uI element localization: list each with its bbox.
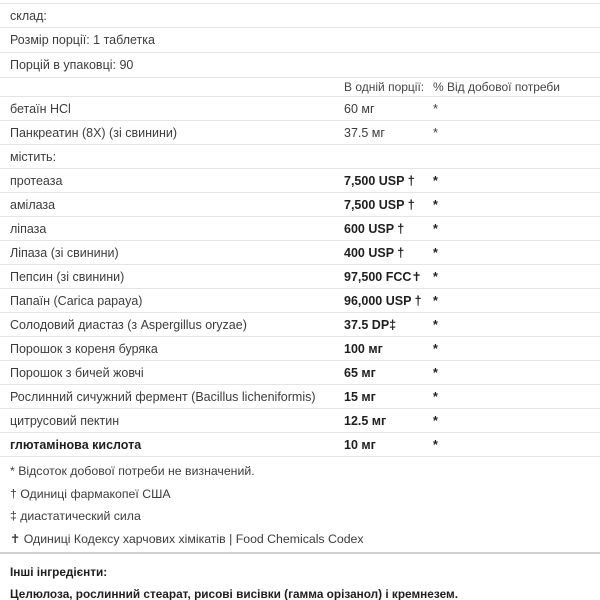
ingredient-daily-value: * [433,437,438,452]
ingredient-daily-value: * [433,269,438,284]
ingredient-label: містить: [10,149,57,164]
footnote-line: † Одиниці фармакопеї США [10,486,171,501]
table-row [0,337,600,361]
ingredient-daily-value: * [433,101,438,116]
composition-heading-row [0,3,600,28]
table-header-row [0,78,600,97]
ingredient-amount: 12.5 мг [344,413,387,428]
ingredient-label: ліпаза [10,221,47,236]
ingredient-daily-value: * [433,221,438,236]
ingredient-amount: 15 мг [344,389,376,404]
ingredient-label: Пепсин (зі свинини) [10,269,125,284]
table-row [0,289,600,313]
servings-per-container-text: Порцій в упаковці: 90 [10,58,134,72]
other-ingredients-text: Целюлоза, рослинний стеарат, рисові висівки (гамма орізанол) і кремнезем. [10,587,458,600]
serving-size-row [0,28,600,53]
ingredient-daily-value: * [433,413,438,428]
table-row [0,169,600,193]
ingredient-daily-value: * [433,365,438,380]
other-ingredients-heading: Інші інгредієнти: [10,565,108,579]
ingredient-label: протеаза [10,173,63,188]
table-row [0,217,600,241]
ingredient-label: Ліпаза (зі свинини) [10,245,119,260]
ingredient-daily-value: * [433,389,438,404]
ingredient-label: Папаїн (Carica papaya) [10,293,143,308]
ingredient-daily-value: * [433,125,438,140]
ingredient-amount: 100 мг [344,341,383,356]
ingredient-amount: 10 мг [344,437,376,452]
ingredient-amount: 7,500 USP † [344,197,415,212]
table-row [0,433,600,457]
daily-value-column-header: % Від добової потреби [433,80,561,94]
ingredient-label: Порошок з бичей жовчі [10,365,144,380]
ingredient-amount: 400 USP † [344,245,405,260]
ingredient-rows [0,97,600,457]
serving-size-text: Розмір порції: 1 таблетка [10,33,155,47]
footnote-line: * Відсоток добової потреби не визначений. [10,464,255,479]
table-row [0,265,600,289]
table-row [0,145,600,169]
ingredient-amount: 37.5 мг [344,125,385,140]
ingredient-amount: 60 мг [344,101,375,116]
ingredient-amount: 7,500 USP † [344,173,415,188]
table-row [0,409,600,433]
table-row [0,193,600,217]
servings-per-container-row [0,53,600,78]
footnote-line: ‡ диастатический сила [10,509,141,524]
ingredient-daily-value: * [433,341,438,356]
table-row [0,97,600,121]
ingredient-daily-value: * [433,245,438,260]
ingredient-label: цитрусовий пектин [10,413,120,428]
ingredient-daily-value: * [433,173,438,188]
ingredient-label: бетаїн HCl [10,101,71,116]
ingredient-daily-value: * [433,197,438,212]
ingredient-daily-value: * [433,317,438,332]
per-serving-column-header: В одній порції: [344,80,425,94]
ingredient-amount: 37.5 DP‡ [344,317,397,332]
ingredient-amount: 96,000 USP † [344,293,422,308]
ingredient-label: Порошок з кореня буряка [10,341,158,356]
table-row [0,361,600,385]
table-row [0,121,600,145]
other-ingredients-section [0,552,600,600]
table-row [0,313,600,337]
ingredient-amount: 65 мг [344,365,376,380]
ingredient-label: Панкреатин (8X) (зі свинини) [10,125,178,140]
ingredient-amount: 97,500 FCC✝ [344,270,422,284]
footnote-line: ✝ Одиниці Кодексу харчових хімікатів | Food Chemicals Codex [10,531,364,546]
ingredient-label: Солодовий диастаз (з Aspergillus oryzae) [10,317,247,332]
table-row [0,241,600,265]
composition-heading: склад: [10,8,47,23]
ingredient-label: амілаза [10,197,56,212]
ingredient-label: глютамінова кислота [10,437,142,452]
ingredient-daily-value: * [433,293,438,308]
ingredient-amount: 600 USP † [344,221,405,236]
table-row [0,385,600,409]
ingredient-label: Рослинний сичужний фермент (Bacillus licheniformis) [10,389,316,404]
footnotes-section [0,457,600,550]
